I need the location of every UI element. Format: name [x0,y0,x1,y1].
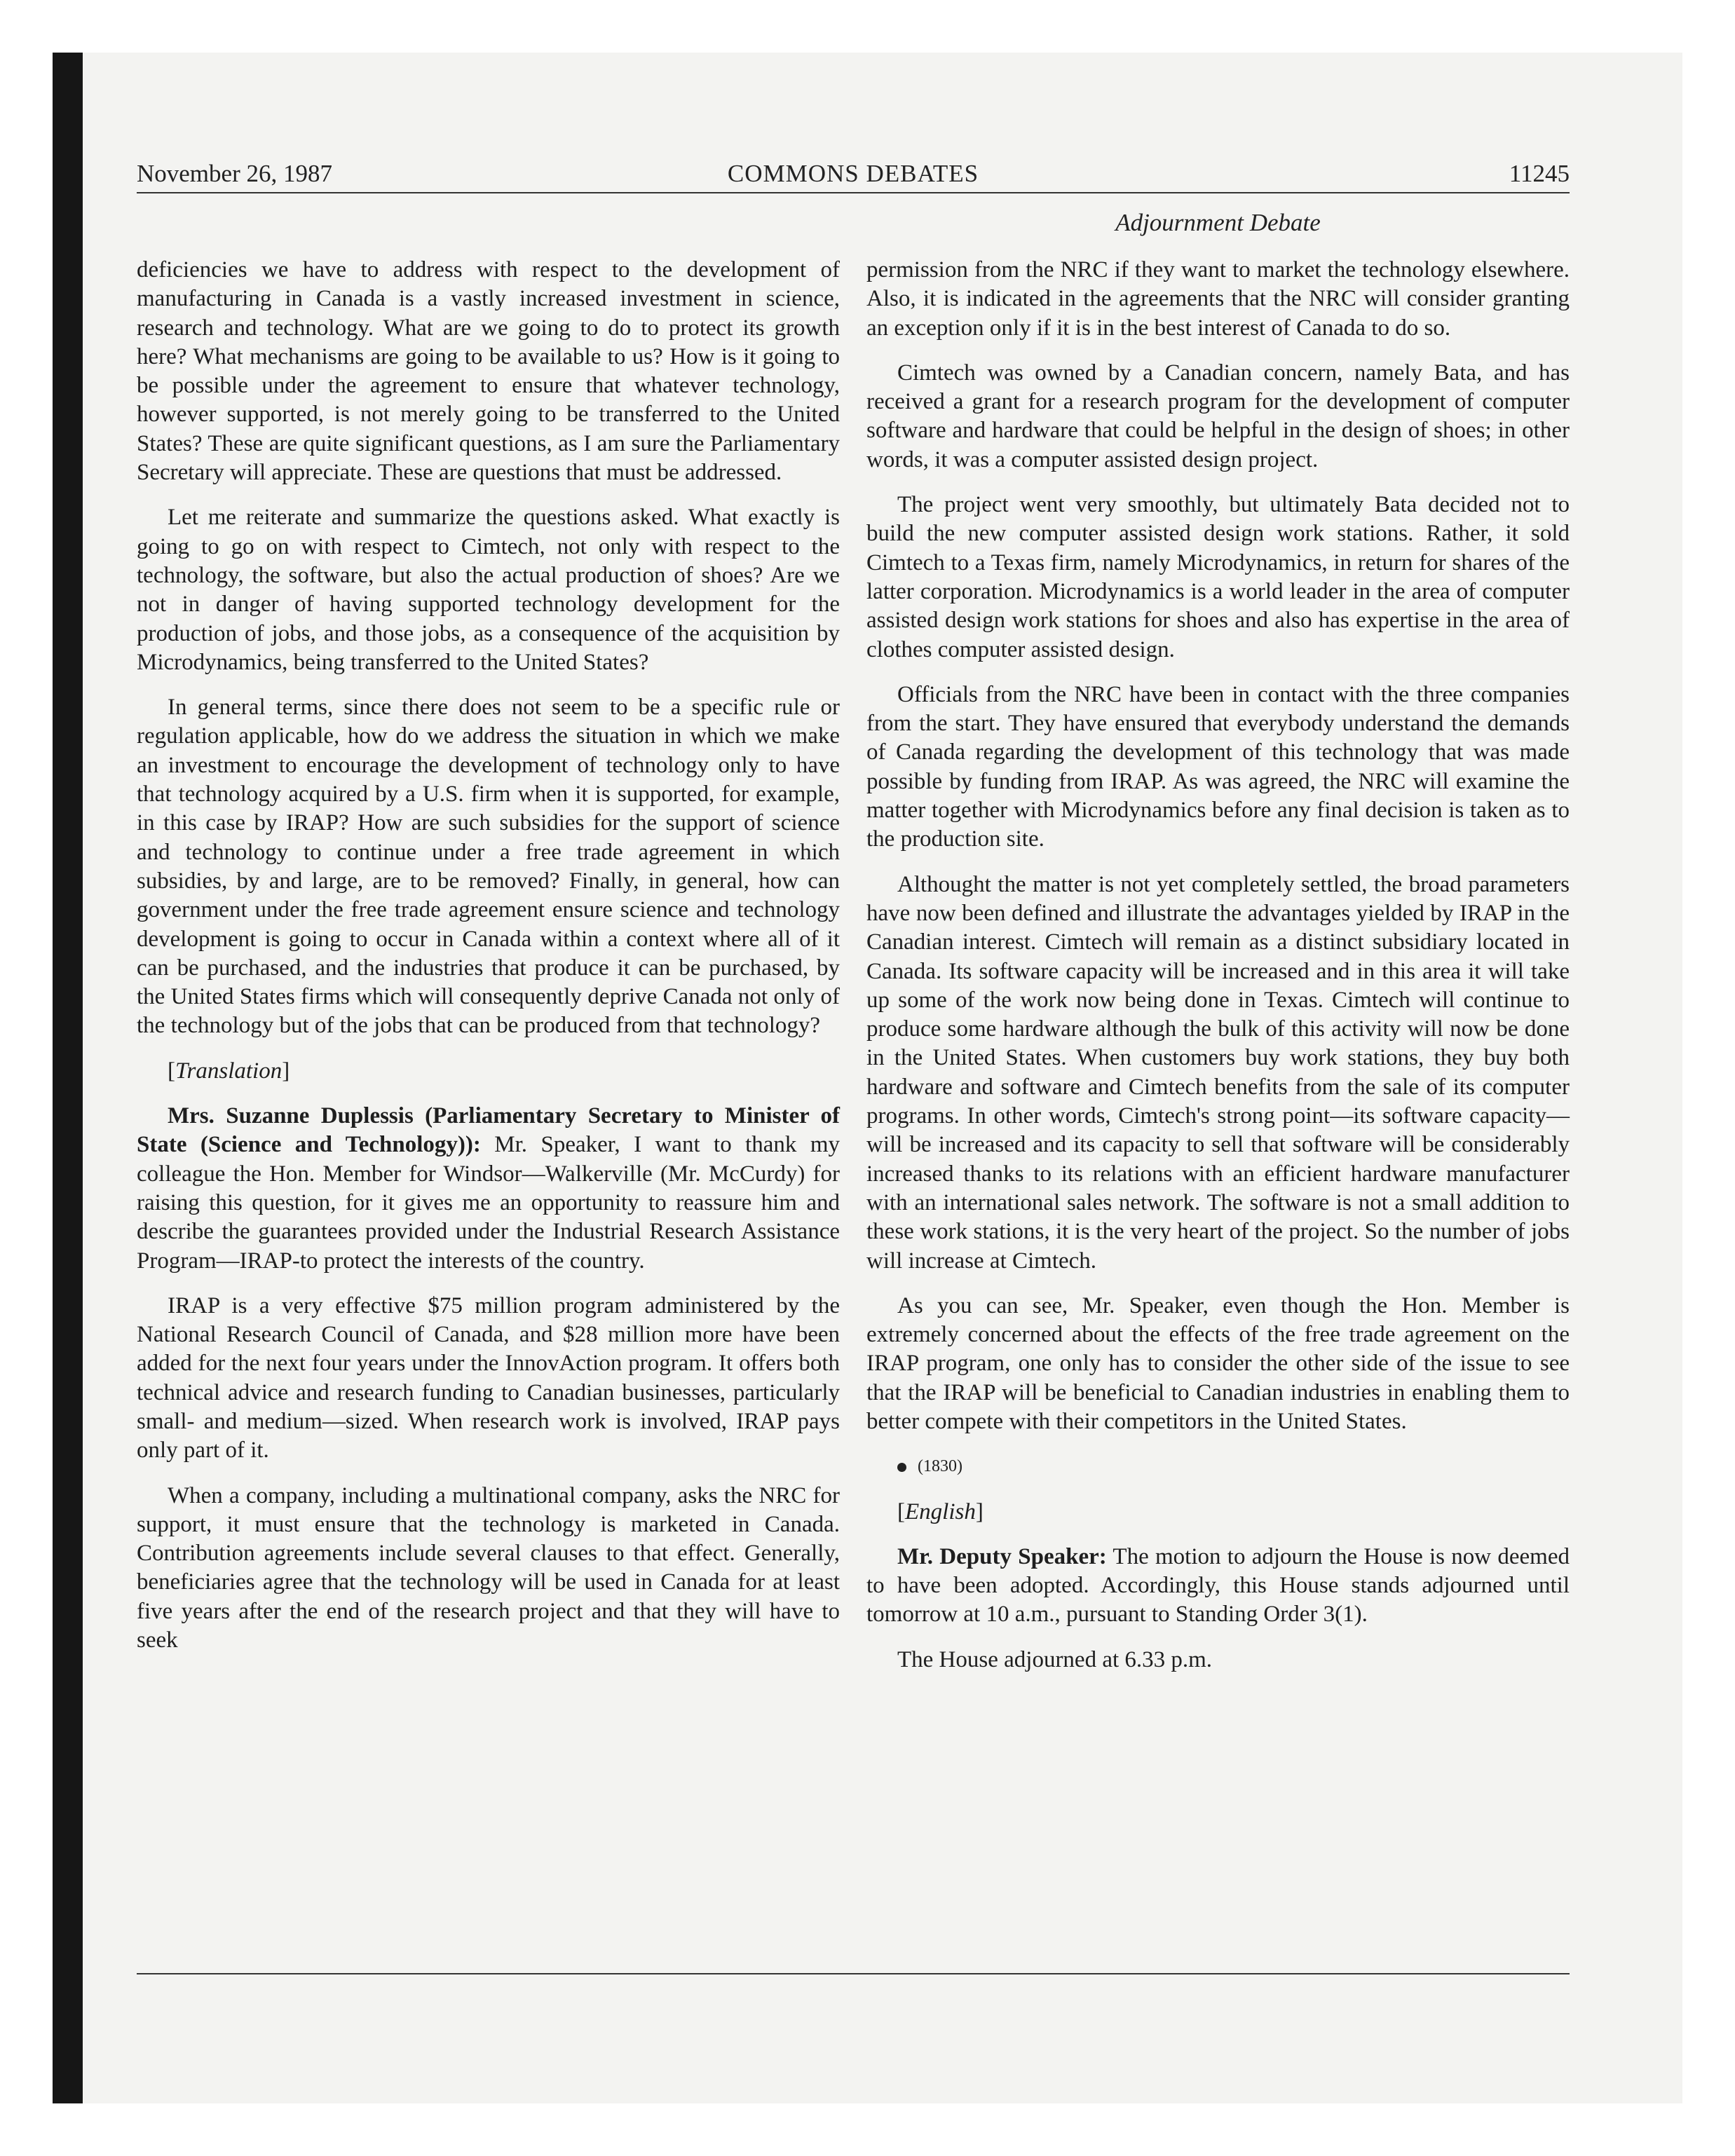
header-rule [137,192,1570,193]
right-paragraph-5: Althought the matter is not yet completely settled, the broad parameters have now been defined and illustrate the advantages yielded by IRAP in the Canadian interest. Cimtech will remain as a distinct subsidiary located in Canada. Its software capacity will be increased and in this area it will take up some of the work now being done in Texas. Cimtech will continue to produce some hardware although the bulk of this activity will now be done in the United States. When customers buy work stations, they buy both hardware and software and Cimtech benefits from the sale of its computer programs. In other words, Cimtech's strong point—its software capacity—will be increased and its capacity to sell that software will be considerably increased thanks to its relations with an efficient hardware manufacturer with an international sales network. The software is not a small addition to these work stations, it is the very heart of the project. So the number of jobs will increase at Cimtech. [866,871,1570,1274]
section-heading: Adjournment Debate [1115,209,1321,236]
left-column [137,256,840,1671]
left-paragraph-2: Let me reiterate and summarize the questions asked. What exactly is going to go on with respect to Cimtech, not only with respect to the technology, the software, but also the actual production of shoes? Are we not in danger of having supported technology development for the production of jobs, and those jobs, as a consequence of the acquisition by Microdynamics, being transferred to the United States? [137,505,840,675]
speech-text-deputy: The motion to adjourn the House is now deemed to have been adopted. Accordingly, this House stands adjourned until tomorrow at 10 a.m., pursuant to Standing Order 3(1). [866,1543,1570,1628]
left-paragraph-5: IRAP is a very effective $75 million program administered by the National Research Council of Canada, and $28 million more have been added for the next four years under the InnovAction program. It offers both technical advice and research funding to Canadian businesses, particularly small- and medium—sized. When research work is involved, IRAP pays only part of it. [137,1292,840,1464]
speaker-name-duplessis: Mrs. Suzanne Duplessis (Parliamentary Secretary to Minister of State (Science and Technology)): [137,1103,840,1158]
right-paragraph-6: As you can see, Mr. Speaker, even though the Hon. Member is extremely concerned about the effects of the free trade agreement on the IRAP program, one only has to consider the other side of the issue to see that the IRAP will be beneficial to Canadian industries in enabling them to better compete with their competitors in the United States. [866,1292,1570,1434]
right-paragraph-3: The project went very smoothly, but ultimately Bata decided not to build the new computer assisted design work stations. Rather, it sold Cimtech to a Texas firm, namely Microdynamics, in return for shares of the latter corporation. Microdynamics is a world leader in the area of computer assisted design work stations for shoes and also has expertise in the area of clothes computer assisted design. [866,492,1570,662]
header-date: November 26, 1987 [137,160,332,187]
time-marker [866,1452,1570,1481]
page-number: 11245 [1509,160,1570,187]
binding-edge [53,53,83,2103]
right-paragraph-8: The House adjourned at 6.33 p.m. [897,1646,1213,1672]
right-paragraph-7 [866,1543,1570,1630]
right-paragraph-1: permission from the NRC if they want to market the technology elsewhere. Also, it is indicated in the agreements that the NRC will consider granting an exception only if it is in the best interest of Canada to do so. [866,257,1570,341]
publication-title: COMMONS DEBATES [727,160,979,187]
right-column [866,256,1570,1691]
translation-tag: Translation [175,1058,283,1084]
speaker-name-deputy: Mr. Deputy Speaker: [897,1543,1107,1569]
right-paragraph-2: Cimtech was owned by a Canadian concern, namely Bata, and has received a grant for a research program for the development of computer software and hardware that could be helpful in the design of shoes; in other words, it was a computer assisted design project. [866,360,1570,472]
left-paragraph-3: In general terms, since there does not seem to be a specific rule or regulation applicable, how do we address the situation in which we make an investment to encourage the development of technology only to have that technology acquired by a U.S. firm when it is supported, for example, in this case by IRAP? How are such subsidies for the support of science and technology to continue under a free trade agreement in which subsidies, by and large, are to be removed? Finally, in general, how can government under the free trade agreement ensure science and technology development is going to occur in Canada within a context where all of it can be purchased, and the industries that produce it can be purchased, by the United States firms which will consequently deprive Canada not only of the technology but of the jobs that can be produced from that technology? [137,695,840,1039]
translation-marker: [Translation] [168,1058,290,1084]
footer-rule [137,1973,1570,1974]
left-paragraph-4 [137,1102,840,1276]
page-header [137,158,1570,190]
english-marker: [English] [897,1499,984,1524]
left-paragraph-6: When a company, including a multinational company, asks the NRC for support, it must ensure that the technology is marketed in Canada. Contribution agreements include several clauses to that effect. Generally, beneficiaries agree that the technology will be used in Canada for at least five years after the end of the research project and that they will have to seek [137,1482,840,1653]
right-paragraph-4: Officials from the NRC have been in contact with the three companies from the start. They have ensured that everybody understand the demands of Canada regarding the development of this technology that was made possible by funding from IRAP. As was agreed, the NRC will examine the matter together with Microdynamics before any final decision is taken as to the production site. [866,681,1570,852]
english-tag: English [905,1499,976,1524]
left-paragraph-1: deficiencies we have to address with respect to the development of manufacturing in Canada is a vastly increased investment in science, research and technology. What are we going to do to protect its growth here? What mechanisms are going to be available to us? How is it going to be possible under the agreement to ensure that whatever technology, however supported, is not merely going to be transferred to the United States? These are quite significant questions, as I am sure the Parliamentary Secretary will appreciate. These are questions that must be addressed. [137,257,840,486]
speech-text-duplessis: Mr. Speaker, I want to thank my colleague the Hon. Member for Windsor—Walkerville (Mr. McCurdy) for raising this question, for it gives me an opportunity to reassure him and describe the guarantees provided under the Industrial Research Assistance Program—IRAP-to protect the interests of the country. [137,1132,840,1274]
timestamp-text: (1830) [918,1457,962,1476]
bullet-icon [897,1463,906,1472]
